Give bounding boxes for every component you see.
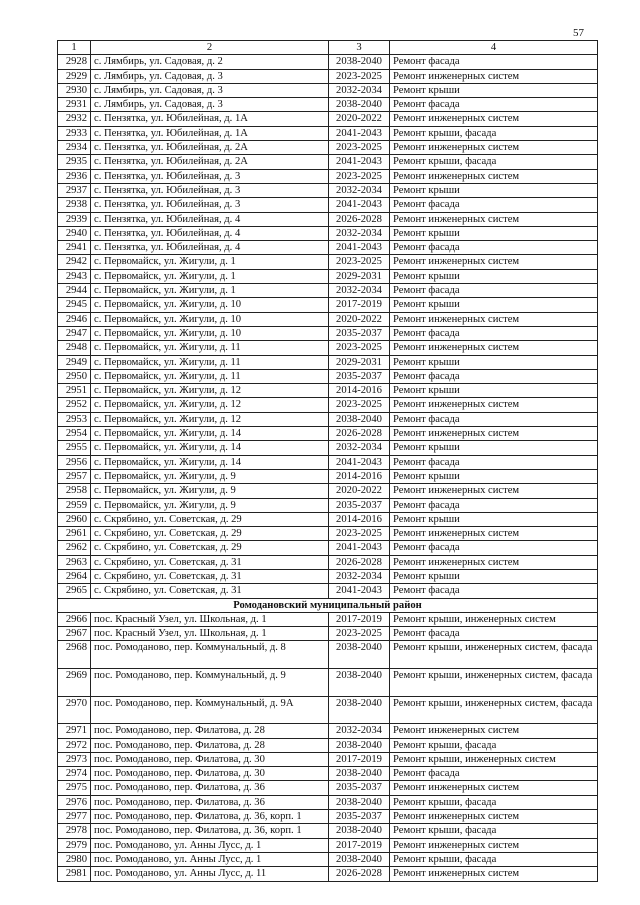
period-cell: 2035-2037	[329, 781, 390, 795]
table-row	[58, 369, 598, 383]
row-number: 2942	[58, 255, 91, 269]
work-type-cell: Ремонт инженерных систем	[390, 724, 598, 738]
work-type-cell: Ремонт крыши	[390, 83, 598, 97]
period-cell: 2038-2040	[329, 824, 390, 838]
work-type-cell: Ремонт фасада	[390, 627, 598, 641]
period-cell: 2041-2043	[329, 198, 390, 212]
work-type-cell: Ремонт крыши, фасада	[390, 126, 598, 140]
work-type-cell: Ремонт крыши, фасада	[390, 852, 598, 866]
period-cell: 2041-2043	[329, 155, 390, 169]
period-cell: 2014-2016	[329, 469, 390, 483]
work-type-cell: Ремонт инженерных систем	[390, 212, 598, 226]
row-number: 2968	[58, 641, 91, 669]
work-type-cell: Ремонт крыши	[390, 298, 598, 312]
table-row	[58, 212, 598, 226]
work-type-cell: Ремонт инженерных систем	[390, 867, 598, 881]
address-cell: с. Первомайск, ул. Жигули, д. 14	[91, 427, 329, 441]
address-cell: пос. Красный Узел, ул. Школьная, д. 1	[91, 627, 329, 641]
row-number: 2972	[58, 738, 91, 752]
row-number: 2976	[58, 795, 91, 809]
period-cell: 2017-2019	[329, 298, 390, 312]
district-header-row	[58, 598, 598, 612]
table-row	[58, 455, 598, 469]
period-cell: 2026-2028	[329, 555, 390, 569]
row-number: 2933	[58, 126, 91, 140]
work-type-cell: Ремонт крыши	[390, 512, 598, 526]
work-type-cell: Ремонт крыши	[390, 384, 598, 398]
work-type-cell: Ремонт фасада	[390, 241, 598, 255]
table-row	[58, 810, 598, 824]
row-number: 2955	[58, 441, 91, 455]
table-row	[58, 226, 598, 240]
column-header: 2	[91, 41, 329, 55]
work-type-cell: Ремонт фасада	[390, 55, 598, 69]
table-row	[58, 555, 598, 569]
period-cell: 2014-2016	[329, 384, 390, 398]
work-type-cell: Ремонт фасада	[390, 455, 598, 469]
address-cell: с. Первомайск, ул. Жигули, д. 10	[91, 298, 329, 312]
page-number: 57	[573, 27, 584, 39]
row-number: 2971	[58, 724, 91, 738]
address-cell: с. Первомайск, ул. Жигули, д. 11	[91, 369, 329, 383]
row-number: 2946	[58, 312, 91, 326]
row-number: 2939	[58, 212, 91, 226]
address-cell: с. Первомайск, ул. Жигули, д. 9	[91, 484, 329, 498]
work-type-cell: Ремонт фасада	[390, 326, 598, 340]
row-number: 2943	[58, 269, 91, 283]
table-row	[58, 284, 598, 298]
address-cell: пос. Ромоданово, пер. Филатова, д. 28	[91, 738, 329, 752]
row-number: 2937	[58, 183, 91, 197]
work-type-cell: Ремонт крыши	[390, 569, 598, 583]
table-row	[58, 269, 598, 283]
row-number: 2945	[58, 298, 91, 312]
address-cell: пос. Ромоданово, пер. Коммунальный, д. 9А	[91, 696, 329, 724]
work-type-cell: Ремонт крыши, инженерных систем	[390, 612, 598, 626]
period-cell: 2038-2040	[329, 412, 390, 426]
period-cell: 2041-2043	[329, 126, 390, 140]
work-type-cell: Ремонт инженерных систем	[390, 141, 598, 155]
table-row	[58, 355, 598, 369]
address-cell: с. Первомайск, ул. Жигули, д. 9	[91, 498, 329, 512]
row-number: 2973	[58, 752, 91, 766]
row-number: 2938	[58, 198, 91, 212]
column-header: 1	[58, 41, 91, 55]
table-row	[58, 412, 598, 426]
work-type-cell: Ремонт инженерных систем	[390, 341, 598, 355]
row-number: 2950	[58, 369, 91, 383]
work-type-cell: Ремонт инженерных систем	[390, 555, 598, 569]
row-number: 2951	[58, 384, 91, 398]
period-cell: 2017-2019	[329, 752, 390, 766]
header-row	[58, 41, 598, 55]
table-row	[58, 112, 598, 126]
row-number: 2934	[58, 141, 91, 155]
address-cell: пос. Ромоданово, ул. Анны Лусс, д. 11	[91, 867, 329, 881]
address-cell: с. Пензятка, ул. Юбилейная, д. 2А	[91, 141, 329, 155]
work-type-cell: Ремонт инженерных систем	[390, 427, 598, 441]
table-row	[58, 255, 598, 269]
row-number: 2947	[58, 326, 91, 340]
table-row	[58, 795, 598, 809]
address-cell: с. Скрябино, ул. Советская, д. 29	[91, 541, 329, 555]
work-type-cell: Ремонт крыши	[390, 441, 598, 455]
address-cell: с. Пензятка, ул. Юбилейная, д. 4	[91, 226, 329, 240]
work-type-cell: Ремонт крыши, фасада	[390, 824, 598, 838]
period-cell: 2020-2022	[329, 312, 390, 326]
table-row	[58, 326, 598, 340]
row-number: 2940	[58, 226, 91, 240]
address-cell: с. Пензятка, ул. Юбилейная, д. 1А	[91, 112, 329, 126]
table-row	[58, 867, 598, 881]
period-cell: 2023-2025	[329, 255, 390, 269]
work-type-cell: Ремонт крыши	[390, 269, 598, 283]
period-cell: 2038-2040	[329, 696, 390, 724]
address-cell: пос. Ромоданово, пер. Коммунальный, д. 9	[91, 669, 329, 697]
work-type-cell: Ремонт инженерных систем	[390, 484, 598, 498]
address-cell: с. Первомайск, ул. Жигули, д. 11	[91, 355, 329, 369]
period-cell: 2026-2028	[329, 867, 390, 881]
address-cell: пос. Ромоданово, ул. Анны Лусс, д. 1	[91, 852, 329, 866]
repair-schedule-table	[57, 40, 598, 882]
table-row	[58, 55, 598, 69]
period-cell: 2038-2040	[329, 98, 390, 112]
work-type-cell: Ремонт фасада	[390, 98, 598, 112]
period-cell: 2032-2034	[329, 569, 390, 583]
period-cell: 2032-2034	[329, 226, 390, 240]
work-type-cell: Ремонт крыши, инженерных систем, фасада	[390, 669, 598, 697]
table-row	[58, 738, 598, 752]
address-cell: с. Скрябино, ул. Советская, д. 31	[91, 555, 329, 569]
work-type-cell: Ремонт крыши	[390, 469, 598, 483]
row-number: 2977	[58, 810, 91, 824]
period-cell: 2038-2040	[329, 852, 390, 866]
address-cell: с. Первомайск, ул. Жигули, д. 12	[91, 384, 329, 398]
period-cell: 2023-2025	[329, 627, 390, 641]
address-cell: пос. Ромоданово, пер. Филатова, д. 30	[91, 767, 329, 781]
work-type-cell: Ремонт фасада	[390, 541, 598, 555]
work-type-cell: Ремонт крыши	[390, 355, 598, 369]
address-cell: с. Скрябино, ул. Советская, д. 29	[91, 512, 329, 526]
work-type-cell: Ремонт крыши	[390, 226, 598, 240]
period-cell: 2035-2037	[329, 326, 390, 340]
work-type-cell: Ремонт фасада	[390, 369, 598, 383]
work-type-cell: Ремонт крыши, фасада	[390, 738, 598, 752]
table-row	[58, 441, 598, 455]
address-cell: с. Пензятка, ул. Юбилейная, д. 3	[91, 169, 329, 183]
period-cell: 2023-2025	[329, 141, 390, 155]
period-cell: 2041-2043	[329, 541, 390, 555]
address-cell: с. Лямбирь, ул. Садовая, д. 3	[91, 83, 329, 97]
work-type-cell: Ремонт инженерных систем	[390, 112, 598, 126]
address-cell: пос. Ромоданово, пер. Коммунальный, д. 8	[91, 641, 329, 669]
period-cell: 2026-2028	[329, 427, 390, 441]
row-number: 2964	[58, 569, 91, 583]
table-row	[58, 484, 598, 498]
address-cell: с. Скрябино, ул. Советская, д. 31	[91, 584, 329, 598]
period-cell: 2038-2040	[329, 767, 390, 781]
table-row	[58, 183, 598, 197]
address-cell: с. Первомайск, ул. Жигули, д. 14	[91, 455, 329, 469]
period-cell: 2023-2025	[329, 527, 390, 541]
work-type-cell: Ремонт крыши, фасада	[390, 155, 598, 169]
work-type-cell: Ремонт крыши, инженерных систем, фасада	[390, 696, 598, 724]
table-row	[58, 852, 598, 866]
work-type-cell: Ремонт крыши, инженерных систем, фасада	[390, 641, 598, 669]
work-type-cell: Ремонт фасада	[390, 767, 598, 781]
row-number: 2966	[58, 612, 91, 626]
row-number: 2965	[58, 584, 91, 598]
table-row	[58, 427, 598, 441]
address-cell: с. Лямбирь, ул. Садовая, д. 3	[91, 98, 329, 112]
table-row	[58, 527, 598, 541]
work-type-cell: Ремонт крыши, фасада	[390, 795, 598, 809]
period-cell: 2023-2025	[329, 169, 390, 183]
row-number: 2967	[58, 627, 91, 641]
row-number: 2959	[58, 498, 91, 512]
row-number: 2957	[58, 469, 91, 483]
row-number: 2930	[58, 83, 91, 97]
address-cell: с. Первомайск, ул. Жигули, д. 14	[91, 441, 329, 455]
table-row	[58, 512, 598, 526]
period-cell: 2020-2022	[329, 484, 390, 498]
district-title: Ромодановский муниципальный район	[58, 598, 598, 612]
work-type-cell: Ремонт фасада	[390, 198, 598, 212]
table-row	[58, 696, 598, 724]
column-header: 4	[390, 41, 598, 55]
work-type-cell: Ремонт крыши, инженерных систем	[390, 752, 598, 766]
period-cell: 2014-2016	[329, 512, 390, 526]
table-row	[58, 98, 598, 112]
table-row	[58, 752, 598, 766]
row-number: 2958	[58, 484, 91, 498]
row-number: 2962	[58, 541, 91, 555]
address-cell: с. Лямбирь, ул. Садовая, д. 3	[91, 69, 329, 83]
address-cell: с. Скрябино, ул. Советская, д. 29	[91, 527, 329, 541]
row-number: 2935	[58, 155, 91, 169]
row-number: 2954	[58, 427, 91, 441]
row-number: 2941	[58, 241, 91, 255]
row-number: 2978	[58, 824, 91, 838]
address-cell: с. Пензятка, ул. Юбилейная, д. 3	[91, 198, 329, 212]
row-number: 2953	[58, 412, 91, 426]
address-cell: с. Первомайск, ул. Жигули, д. 1	[91, 255, 329, 269]
work-type-cell: Ремонт инженерных систем	[390, 781, 598, 795]
table-row	[58, 627, 598, 641]
table-row	[58, 669, 598, 697]
period-cell: 2038-2040	[329, 795, 390, 809]
table-row	[58, 541, 598, 555]
period-cell: 2023-2025	[329, 398, 390, 412]
period-cell: 2038-2040	[329, 55, 390, 69]
table-row	[58, 141, 598, 155]
table-row	[58, 584, 598, 598]
period-cell: 2038-2040	[329, 738, 390, 752]
table-row	[58, 469, 598, 483]
row-number: 2974	[58, 767, 91, 781]
table-row	[58, 838, 598, 852]
table-row	[58, 612, 598, 626]
address-cell: с. Пензятка, ул. Юбилейная, д. 1А	[91, 126, 329, 140]
table-row	[58, 498, 598, 512]
work-type-cell: Ремонт крыши	[390, 183, 598, 197]
address-cell: пос. Ромоданово, пер. Филатова, д. 30	[91, 752, 329, 766]
work-type-cell: Ремонт инженерных систем	[390, 838, 598, 852]
address-cell: с. Первомайск, ул. Жигули, д. 10	[91, 326, 329, 340]
address-cell: с. Лямбирь, ул. Садовая, д. 2	[91, 55, 329, 69]
table-row	[58, 126, 598, 140]
row-number: 2981	[58, 867, 91, 881]
address-cell: с. Первомайск, ул. Жигули, д. 9	[91, 469, 329, 483]
period-cell: 2032-2034	[329, 724, 390, 738]
period-cell: 2023-2025	[329, 341, 390, 355]
row-number: 2949	[58, 355, 91, 369]
row-number: 2963	[58, 555, 91, 569]
address-cell: с. Пензятка, ул. Юбилейная, д. 2А	[91, 155, 329, 169]
table-row	[58, 384, 598, 398]
row-number: 2929	[58, 69, 91, 83]
period-cell: 2032-2034	[329, 183, 390, 197]
table-row	[58, 241, 598, 255]
row-number: 2975	[58, 781, 91, 795]
period-cell: 2041-2043	[329, 241, 390, 255]
period-cell: 2038-2040	[329, 641, 390, 669]
table-row	[58, 69, 598, 83]
row-number: 2931	[58, 98, 91, 112]
address-cell: пос. Ромоданово, ул. Анны Лусс, д. 1	[91, 838, 329, 852]
row-number: 2956	[58, 455, 91, 469]
address-cell: пос. Ромоданово, пер. Филатова, д. 36	[91, 795, 329, 809]
address-cell: с. Первомайск, ул. Жигули, д. 12	[91, 412, 329, 426]
work-type-cell: Ремонт фасада	[390, 412, 598, 426]
period-cell: 2029-2031	[329, 269, 390, 283]
address-cell: с. Скрябино, ул. Советская, д. 31	[91, 569, 329, 583]
row-number: 2944	[58, 284, 91, 298]
period-cell: 2041-2043	[329, 455, 390, 469]
row-number: 2961	[58, 527, 91, 541]
table-row	[58, 569, 598, 583]
address-cell: пос. Ромоданово, пер. Филатова, д. 36	[91, 781, 329, 795]
work-type-cell: Ремонт инженерных систем	[390, 398, 598, 412]
row-number: 2969	[58, 669, 91, 697]
table-row	[58, 83, 598, 97]
address-cell: с. Первомайск, ул. Жигули, д. 1	[91, 284, 329, 298]
period-cell: 2023-2025	[329, 69, 390, 83]
table-body	[58, 41, 598, 882]
address-cell: с. Первомайск, ул. Жигули, д. 12	[91, 398, 329, 412]
work-type-cell: Ремонт инженерных систем	[390, 69, 598, 83]
address-cell: пос. Ромоданово, пер. Филатова, д. 36, корп. 1	[91, 824, 329, 838]
period-cell: 2038-2040	[329, 669, 390, 697]
work-type-cell: Ремонт инженерных систем	[390, 169, 598, 183]
period-cell: 2017-2019	[329, 838, 390, 852]
period-cell: 2017-2019	[329, 612, 390, 626]
table-row	[58, 155, 598, 169]
address-cell: с. Первомайск, ул. Жигули, д. 11	[91, 341, 329, 355]
row-number: 2980	[58, 852, 91, 866]
row-number: 2932	[58, 112, 91, 126]
table-row	[58, 198, 598, 212]
period-cell: 2032-2034	[329, 284, 390, 298]
row-number: 2952	[58, 398, 91, 412]
address-cell: с. Первомайск, ул. Жигули, д. 10	[91, 312, 329, 326]
row-number: 2936	[58, 169, 91, 183]
address-cell: пос. Ромоданово, пер. Филатова, д. 36, корп. 1	[91, 810, 329, 824]
address-cell: пос. Красный Узел, ул. Школьная, д. 1	[91, 612, 329, 626]
work-type-cell: Ремонт фасада	[390, 584, 598, 598]
address-cell: пос. Ромоданово, пер. Филатова, д. 28	[91, 724, 329, 738]
period-cell: 2032-2034	[329, 441, 390, 455]
row-number: 2970	[58, 696, 91, 724]
table-row	[58, 767, 598, 781]
row-number: 2960	[58, 512, 91, 526]
work-type-cell: Ремонт инженерных систем	[390, 810, 598, 824]
table-row	[58, 641, 598, 669]
table-row	[58, 312, 598, 326]
address-cell: с. Пензятка, ул. Юбилейная, д. 4	[91, 241, 329, 255]
address-cell: с. Пензятка, ул. Юбилейная, д. 4	[91, 212, 329, 226]
work-type-cell: Ремонт инженерных систем	[390, 527, 598, 541]
period-cell: 2035-2037	[329, 369, 390, 383]
table-row	[58, 781, 598, 795]
row-number: 2979	[58, 838, 91, 852]
period-cell: 2020-2022	[329, 112, 390, 126]
period-cell: 2035-2037	[329, 498, 390, 512]
row-number: 2928	[58, 55, 91, 69]
column-header: 3	[329, 41, 390, 55]
address-cell: с. Первомайск, ул. Жигули, д. 1	[91, 269, 329, 283]
row-number: 2948	[58, 341, 91, 355]
period-cell: 2035-2037	[329, 810, 390, 824]
table-row	[58, 298, 598, 312]
table-row	[58, 398, 598, 412]
period-cell: 2041-2043	[329, 584, 390, 598]
table-row	[58, 169, 598, 183]
period-cell: 2032-2034	[329, 83, 390, 97]
work-type-cell: Ремонт фасада	[390, 284, 598, 298]
work-type-cell: Ремонт инженерных систем	[390, 312, 598, 326]
period-cell: 2026-2028	[329, 212, 390, 226]
work-type-cell: Ремонт фасада	[390, 498, 598, 512]
table-row	[58, 724, 598, 738]
address-cell: с. Пензятка, ул. Юбилейная, д. 3	[91, 183, 329, 197]
table-row	[58, 824, 598, 838]
period-cell: 2029-2031	[329, 355, 390, 369]
work-type-cell: Ремонт инженерных систем	[390, 255, 598, 269]
table-row	[58, 341, 598, 355]
